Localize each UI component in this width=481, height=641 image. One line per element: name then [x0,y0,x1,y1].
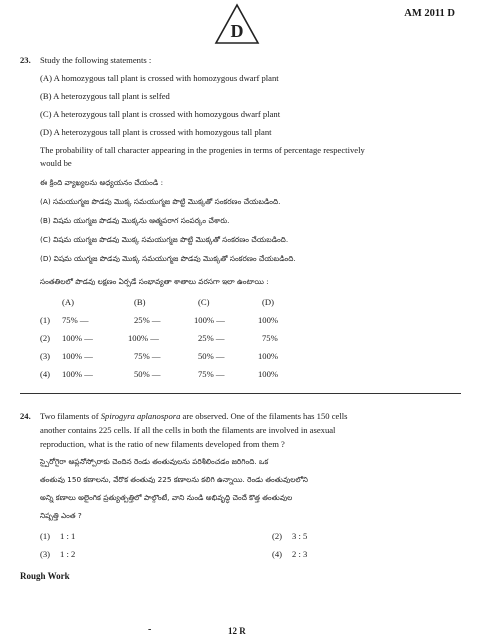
te-statement-a: (A) సమయుగ్మజ పొడవు మొక్క సమయుగ్మజ పొట్టి మొక్కతో సంకరణం చేయబడింది. [40,197,281,206]
question-number: 24. [20,411,31,421]
option-label: (3) [40,351,51,361]
option-value: 75% [262,333,278,343]
option-value: 100% — [62,369,93,379]
page-number: 12 R [228,626,246,636]
question-text-line3: reproduction, what is the ratio of new filaments developed from them ? [40,439,285,449]
te-statement-d: (D) విషమ యుగ్మజ పొడవు మొక్క సమయుగ్మజ పొడవు మొక్కతో సంకరణం చేయబడింది. [40,254,296,263]
option-value: 1 : 2 [60,549,76,559]
option-value: 100% [258,315,279,325]
statement-a: (A) A homozygous tall plant is crossed with homozygous dwarf plant [40,73,279,83]
question-number: 23. [20,55,31,65]
option-value: 75% — [198,369,225,379]
option-value: 100% [258,369,279,379]
option-label: (3) [40,549,51,559]
statement-b: (B) A heterozygous tall plant is selfed [40,91,170,101]
option-label: (2) [272,531,283,541]
option-value: 25% — [134,315,161,325]
col-header-b: (B) [134,297,146,307]
option-value: 75% — [62,315,89,325]
te-line-1: స్పైరోగైరా అప్లనోస్పోరాకు చెందిన రెండు తంతువులను పరిశీలించడం జరిగింది. ఒక [40,457,269,466]
te-question: సంతతిలలో పొడవు లక్షణం ఏర్పడే సంభావ్యతా శాతాలు వరసగా ఇలా ఉంటాయి : [40,277,269,286]
option-value: 3 : 5 [292,531,308,541]
question-text-line1: Two filaments of Spirogyra aplanospora are observed. One of the filaments has 150 cells [40,411,348,421]
rough-work-heading: Rough Work [20,571,70,581]
booklet-letter: D [230,21,244,41]
question-text-line1: The probability of tall character appearing in the progenies in terms of percentage respectively [40,145,365,155]
option-label: (4) [272,549,283,559]
option-label: (2) [40,333,51,343]
statement-d: (D) A heterozygous tall plant is crossed with homozygous tall plant [40,127,272,137]
col-header-c: (C) [198,297,210,307]
col-header-d: (D) [262,297,274,307]
option-value: 50% — [134,369,161,379]
option-label: (1) [40,531,51,541]
option-value: 100% — [194,315,225,325]
option-value: 75% — [134,351,161,361]
option-value: 50% — [198,351,225,361]
option-value: 100% [258,351,279,361]
te-statement-c: (C) విషమ యుగ్మజ పొడవు మొక్క సమయుగ్మజ పొట్టి మొక్కతో సంకరణం చేయబడింది. [40,235,289,244]
option-value: 1 : 1 [60,531,76,541]
te-prompt: ఈ క్రింది వ్యాఖ్యలను అధ్యయనం చేయండి : [40,178,164,187]
option-label: (1) [40,315,51,325]
te-line-3: అన్ని కణాలు అలైంగిక ప్రత్యుత్పత్తిలో పాల్గొంటే, వాని నుండి అభివృద్ధి చెందే కొత్త తంతువుల [40,493,293,502]
option-value: 25% — [198,333,225,343]
option-value: 100% — [62,333,93,343]
col-header-a: (A) [62,297,74,307]
option-value: 100% — [62,351,93,361]
question-divider [20,393,461,394]
booklet-series-badge [213,2,261,46]
question-text-line2: another contains 225 cells. If all the cells in both the filaments are involved in asexual [40,425,336,435]
footer-dash: - [148,624,152,635]
question-text-line2: would be [40,158,72,168]
te-line-4: నిష్పత్తి ఎంత ? [40,511,82,520]
te-line-2: తంతువు 150 కణాలను, వేరొక తంతువు 225 కణాలను కలిగి ఉన్నాయి. రెండు తంతువులలోని [40,475,308,484]
paper-code: AM 2011 D [404,8,455,19]
statement-c: (C) A heterozygous tall plant is crossed with homozygous dwarf plant [40,109,281,119]
question-prompt: Study the following statements : [40,55,152,65]
option-value: 100% — [128,333,159,343]
option-value: 2 : 3 [292,549,308,559]
te-statement-b: (B) విషమ యుగ్మజ పొడవు మొక్కను ఆత్మపరాగ సంపర్కం చేశారు. [40,216,230,225]
triangle-icon [213,2,261,46]
option-label: (4) [40,369,51,379]
